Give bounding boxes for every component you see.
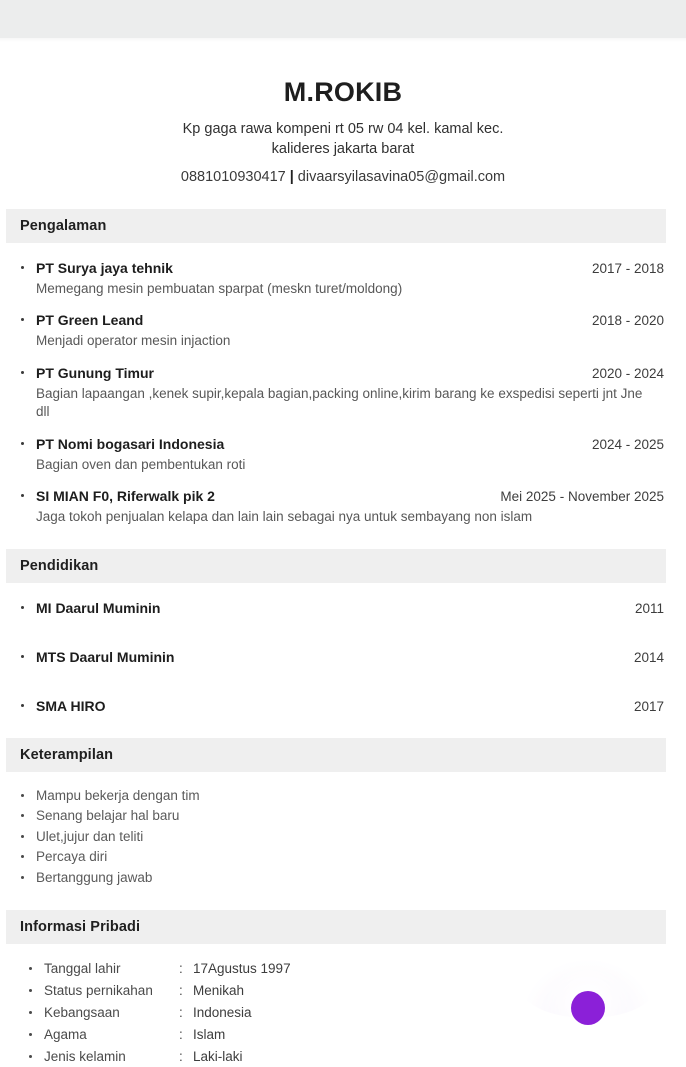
entry-date: 2014: [633, 649, 664, 665]
entry-date: 2017 - 2018: [591, 260, 664, 276]
section-header-education: [6, 549, 666, 583]
personal-info-colon: :: [179, 983, 183, 998]
education-entry-list: [0, 583, 686, 716]
personal-info-colon: :: [179, 1048, 183, 1064]
personal-info-colon: :: [179, 961, 183, 977]
experience-entry: [18, 259, 664, 299]
entry-description: Bagian lapaangan ,kenek supir,kepala bagian,packing online,kirim barang ke exspedisi seperti jnt Jne dll: [36, 385, 643, 420]
personal-info-label: Agama: [44, 1026, 87, 1042]
personal-info-row: [26, 1024, 664, 1046]
resume-document: [0, 42, 686, 1064]
entry-title: MI Daarul Muminin: [36, 599, 161, 616]
section-education: [0, 549, 686, 716]
skill-item: Mampu bekerja dengan tim: [18, 786, 664, 807]
section-experience: [0, 209, 686, 527]
entry-date: 2018 - 2020: [591, 313, 664, 329]
personal-info-value: 17Agustus 1997: [193, 961, 291, 977]
personal-info-label: Kebangsaan: [44, 1004, 120, 1020]
experience-entry: [18, 364, 664, 422]
personal-info-row: [26, 980, 664, 1002]
section-skills: [0, 738, 686, 889]
entry-header: [36, 697, 664, 716]
entry-title: MTS Daarul Muminin: [36, 648, 175, 665]
entry-date: 2011: [634, 600, 664, 616]
section-title-experience: Pengalaman: [20, 217, 107, 234]
entry-description: Jaga tokoh penjualan kelapa dan lain lain sebagai nya untuk sembayang non islam: [36, 509, 533, 525]
entry-header: [36, 259, 664, 278]
contact-separator: |: [289, 168, 294, 185]
skill-item: Senang belajar hal baru: [18, 806, 664, 827]
candidate-contact: [40, 168, 646, 187]
entry-description: Bagian oven dan pembentukan roti: [36, 456, 246, 472]
education-entry: [18, 697, 664, 716]
entry-header: [36, 435, 664, 454]
personal-info-colon: :: [179, 1026, 183, 1042]
personal-info-label: Status pernikahan: [44, 983, 153, 998]
personal-info-row: [26, 1002, 664, 1024]
entry-description: Menjadi operator mesin injaction: [36, 333, 231, 349]
entry-date: 2024 - 2025: [591, 436, 664, 452]
email-address: divaarsyilasavina05@gmail.com: [297, 168, 506, 185]
skill-item: Bertanggung jawab: [18, 868, 664, 889]
section-header-experience: [6, 209, 666, 243]
entry-header: [36, 311, 664, 330]
entry-title: SMA HIRO: [36, 697, 106, 714]
address-line-1: Kp gaga rawa kompeni rt 05 rw 04 kel. kamal kec.: [182, 120, 504, 137]
phone-number: 0881010930417: [180, 168, 286, 185]
entry-header: [36, 364, 664, 383]
personal-info-label: Jenis kelamin: [44, 1048, 126, 1064]
section-header-skills: [6, 738, 666, 772]
entry-date: Mei 2025 - November 2025: [500, 489, 664, 505]
floating-action-button[interactable]: [571, 991, 605, 1025]
personal-info-value: Laki-laki: [193, 1048, 243, 1064]
personal-info-label: Tanggal lahir: [44, 961, 121, 977]
personal-info-colon: :: [179, 1004, 183, 1020]
section-title-personal-info: Informasi Pribadi: [20, 919, 141, 936]
experience-entry: [18, 435, 664, 475]
experience-entry-list: [0, 243, 686, 527]
entry-title: PT Gunung Timur: [36, 364, 154, 381]
personal-info-row: [26, 1046, 664, 1067]
entry-title: SI MIAN F0, Riferwalk pik 2: [36, 488, 215, 505]
entry-title: PT Nomi bogasari Indonesia: [36, 435, 225, 452]
education-entry: [18, 599, 664, 618]
skill-item: Ulet,jujur dan teliti: [18, 827, 664, 848]
entry-title: PT Green Leand: [36, 312, 144, 329]
entry-date: 2020 - 2024: [591, 365, 664, 381]
candidate-name: M.ROKIB: [283, 77, 403, 107]
experience-entry: [18, 487, 664, 527]
entry-title: PT Surya jaya tehnik: [36, 259, 173, 276]
entry-header: [36, 487, 664, 506]
personal-info-value: Islam: [193, 1026, 226, 1042]
section-header-personal-info: [6, 910, 666, 944]
personal-info-value: Indonesia: [193, 1004, 252, 1020]
document-header: [0, 42, 686, 187]
section-personal-info: [0, 910, 686, 1067]
entry-header: [36, 599, 664, 618]
entry-date: 2017: [633, 698, 664, 714]
address-line-2: kalideres jakarta barat: [271, 141, 415, 158]
experience-entry: [18, 311, 664, 351]
candidate-address: [143, 119, 543, 160]
section-title-education: Pendidikan: [20, 557, 99, 574]
entry-description: Memegang mesin pembuatan sparpat (meskn turet/moldong): [36, 280, 403, 296]
personal-info-row: [26, 958, 664, 980]
skill-list: [0, 772, 686, 889]
section-title-skills: Keterampilan: [20, 746, 114, 763]
skill-item: Percaya diri: [18, 847, 664, 868]
entry-header: [36, 648, 664, 667]
app-top-band: [0, 0, 686, 38]
personal-info-value: Menikah: [193, 983, 245, 998]
education-entry: [18, 648, 664, 667]
